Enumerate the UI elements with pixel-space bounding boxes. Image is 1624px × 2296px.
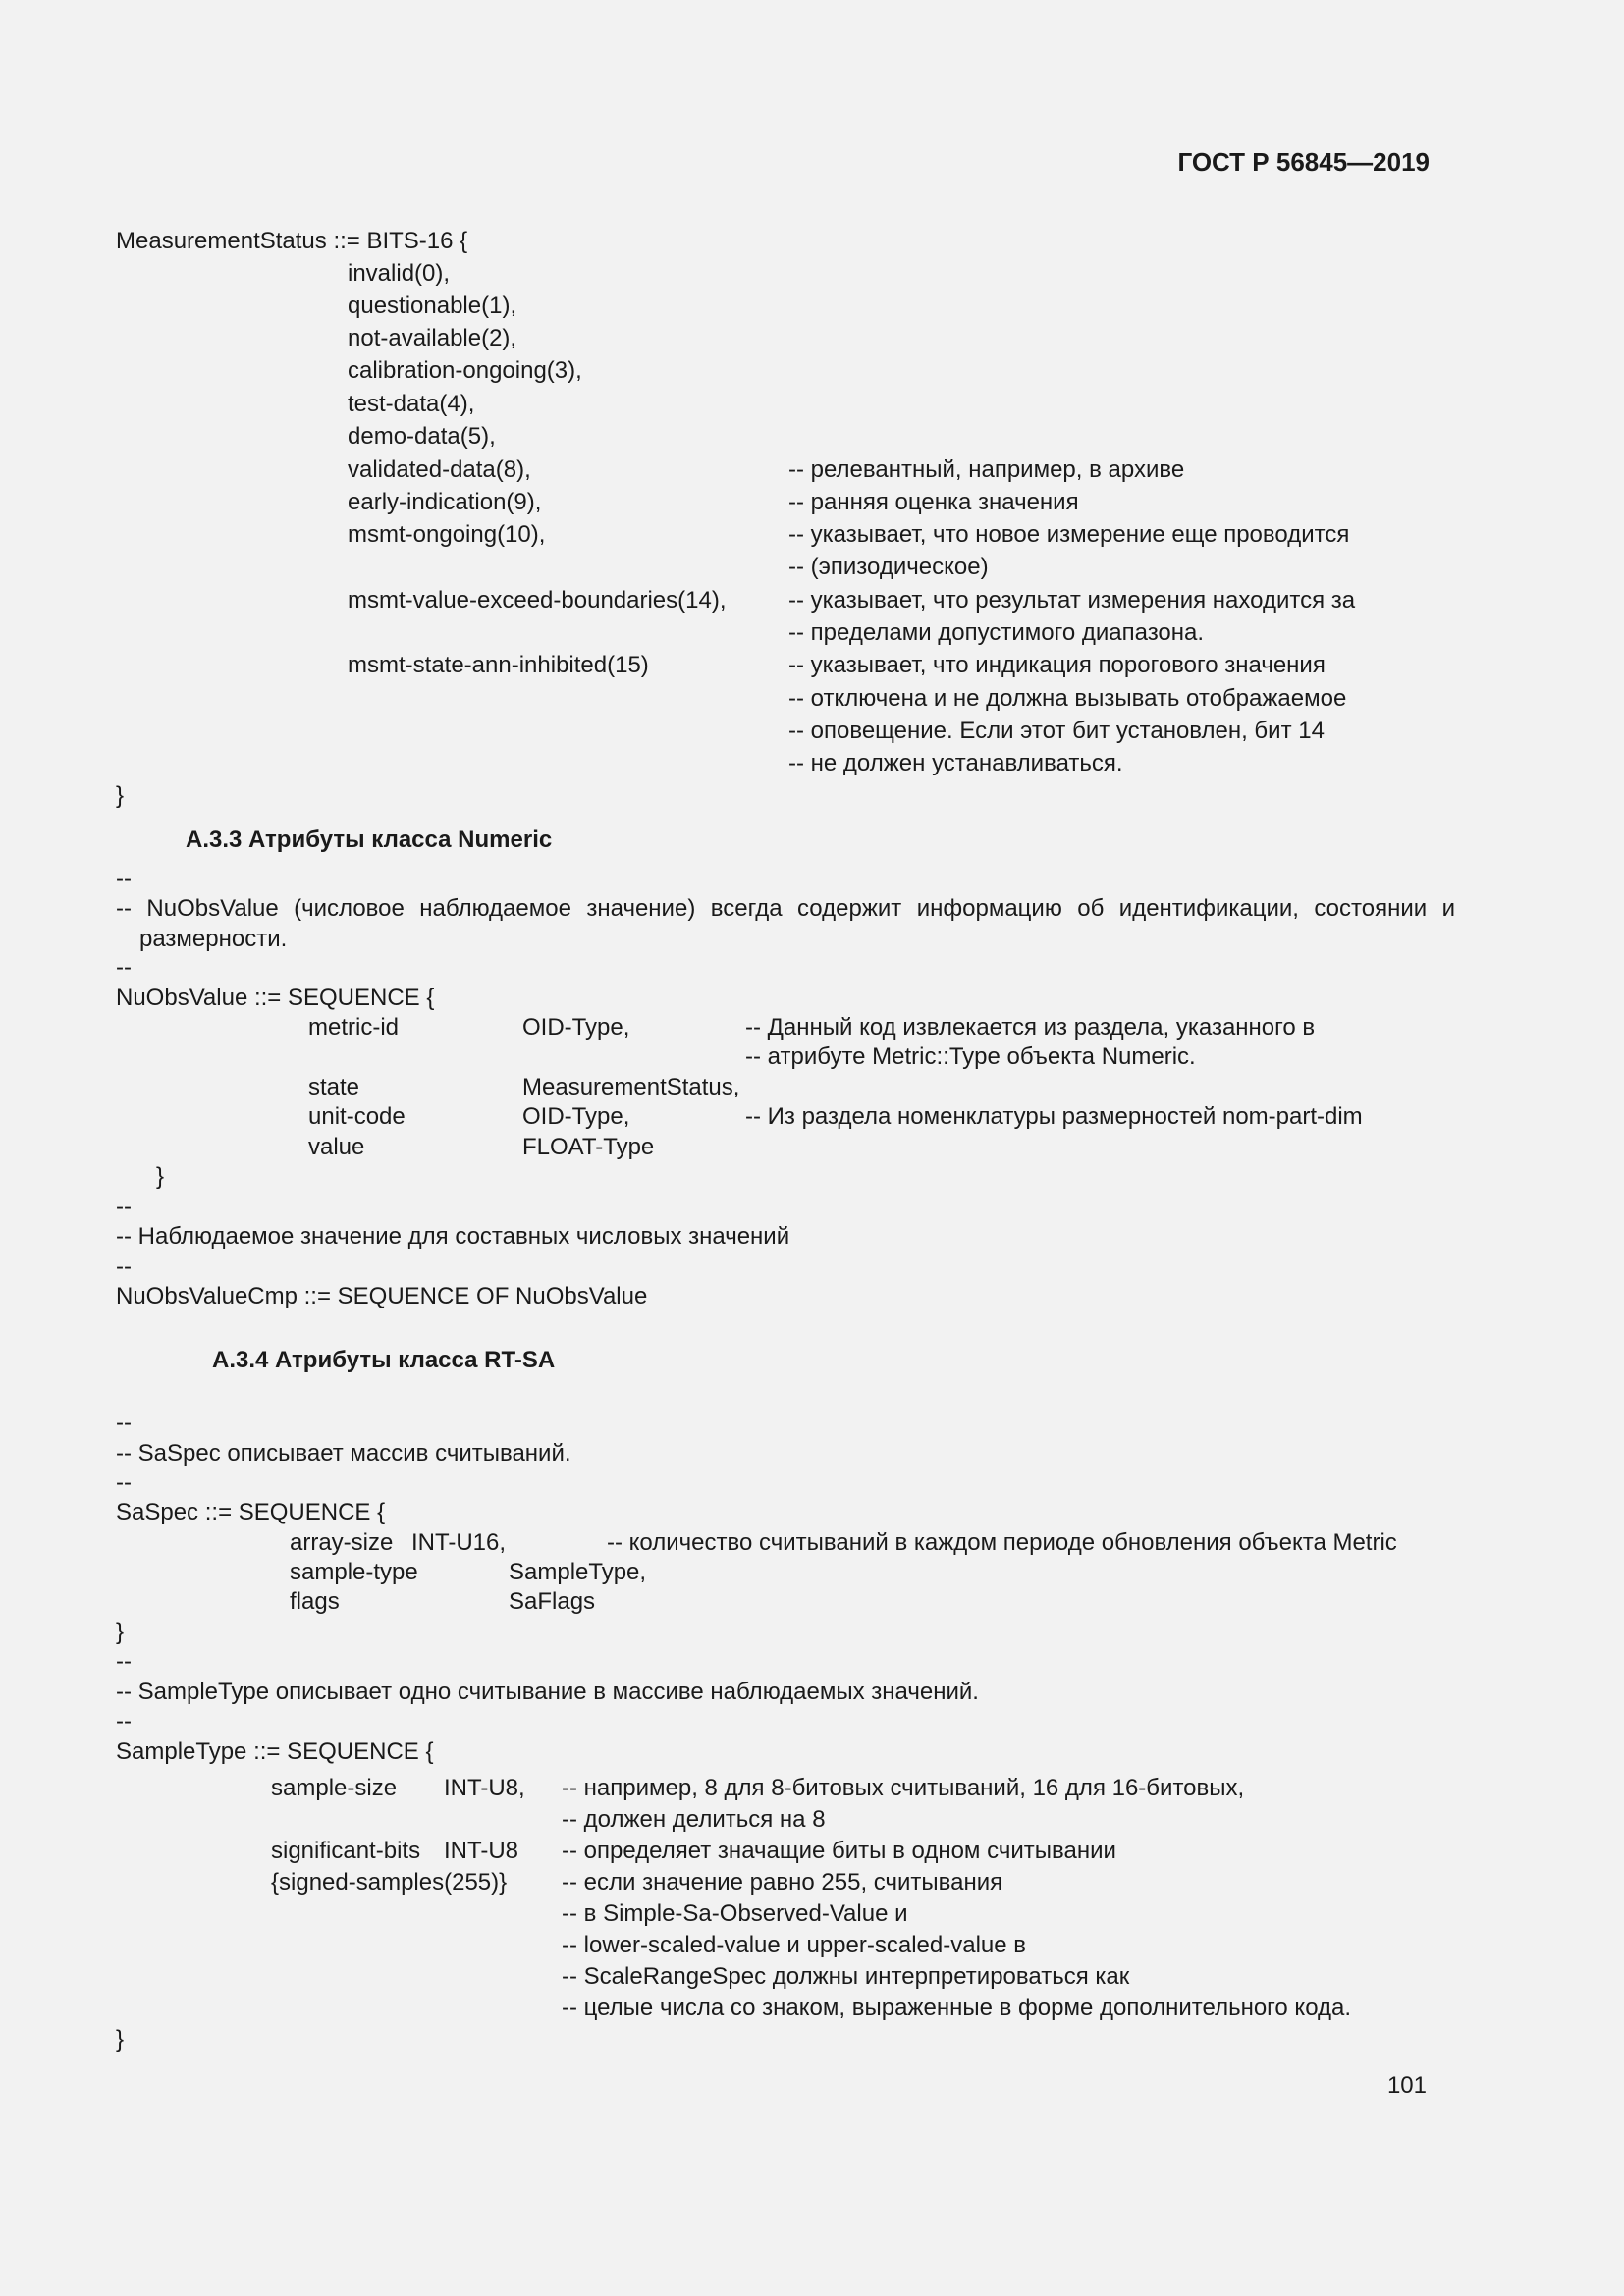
saspec-declaration: SaSpec ::= SEQUENCE {: [116, 1499, 386, 1525]
ms-item: msmt-value-exceed-boundaries(14),: [348, 587, 727, 614]
ms-declaration: MeasurementStatus ::= BITS-16 {: [116, 228, 468, 254]
page-header-title: ГОСТ Р 56845—2019: [1177, 147, 1430, 177]
ms-item: invalid(0),: [348, 260, 451, 287]
nuobsvalue-close-brace: }: [156, 1163, 165, 1190]
field-comment: -- Из раздела номенклатуры размерностей nom-part-dim: [745, 1103, 1363, 1130]
ms-comment: -- указывает, что новое измерение еще проводится: [788, 521, 1350, 548]
sampletype-field-comment: -- должен делиться на 8: [562, 1806, 826, 1833]
sampletype-field-type: INT-U8: [444, 1838, 519, 1864]
ms-item: calibration-ongoing(3),: [348, 357, 582, 384]
sampletype-field-comment: -- например, 8 для 8-битовых считываний, 16 для 16-битовых,: [562, 1775, 1245, 1801]
ms-comment: -- указывает, что результат измерения находится за: [788, 587, 1356, 614]
saspec-field-comment: -- количество считываний в каждом периоде обновления объекта Metric: [607, 1529, 1397, 1556]
nuobsvalue-declaration: NuObsValue ::= SEQUENCE {: [116, 985, 435, 1011]
field-type: MeasurementStatus,: [522, 1074, 740, 1100]
ms-comment: -- указывает, что индикация порогового значения: [788, 652, 1326, 678]
page-number: 101: [1386, 2072, 1427, 2099]
field-comment: -- Данный код извлекается из раздела, указанного в: [745, 1014, 1316, 1041]
comment-dash: --: [116, 1708, 132, 1735]
field-comment: -- атрибуте Metric::Type объекта Numeric.: [745, 1043, 1196, 1070]
sampletype-close-brace: }: [116, 2026, 125, 2053]
comment-dash: --: [116, 1194, 132, 1220]
field-type: OID-Type,: [522, 1103, 630, 1130]
ms-comment: -- оповещение. Если этот бит установлен, бит 14: [788, 718, 1325, 744]
saspec-field-name: array-size: [290, 1529, 394, 1556]
saspec-field-name: sample-type: [290, 1559, 418, 1585]
sampletype-field-type: INT-U8,: [444, 1775, 525, 1801]
sampletype-comment: -- SampleType описывает одно считывание в массиве наблюдаемых значений.: [116, 1679, 979, 1705]
field-name: state: [308, 1074, 360, 1100]
sampletype-field-comment: -- целые числа со знаком, выраженные в форме дополнительного кода.: [562, 1995, 1352, 2021]
nuobsvalue-description: -- NuObsValue (числовое наблюдаемое значение) всегда содержит информацию об идентификации, состоянии и размерности.: [116, 895, 1455, 952]
comment-dash: --: [116, 954, 132, 981]
ms-item: questionable(1),: [348, 293, 517, 319]
cmp-comment: -- Наблюдаемое значение для составных числовых значений: [116, 1223, 790, 1250]
ms-comment: -- пределами допустимого диапазона.: [788, 619, 1205, 646]
ms-comment: -- (эпизодическое): [788, 554, 989, 580]
saspec-field-type: SaFlags: [509, 1588, 596, 1615]
saspec-field-type: SampleType,: [509, 1559, 647, 1585]
ms-comment: -- ранняя оценка значения: [788, 489, 1079, 515]
ms-comment: -- отключена и не должна вызывать отображаемое: [788, 685, 1347, 712]
saspec-comment: -- SaSpec описывает массив считываний.: [116, 1440, 571, 1467]
field-type: FLOAT-Type: [522, 1134, 655, 1160]
saspec-field-name: flags: [290, 1588, 340, 1615]
sampletype-field-comment: -- в Simple-Sa-Observed-Value и: [562, 1900, 908, 1927]
ms-item: early-indication(9),: [348, 489, 542, 515]
sampletype-field-comment: -- ScaleRangeSpec должны интерпретироваться как: [562, 1963, 1130, 1990]
saspec-field-type: INT-U16,: [411, 1529, 507, 1556]
comment-dash: --: [116, 1648, 132, 1675]
ms-item: test-data(4),: [348, 391, 475, 417]
comment-dash: --: [116, 1254, 132, 1280]
ms-comment: -- релевантный, например, в архиве: [788, 456, 1185, 483]
field-type: OID-Type,: [522, 1014, 630, 1041]
section-heading-rtsa: А.3.4 Атрибуты класса RT-SA: [212, 1347, 556, 1373]
sampletype-field-name: {signed-samples(255)}: [271, 1869, 508, 1896]
section-heading-numeric: А.3.3 Атрибуты класса Numeric: [186, 827, 553, 853]
field-name: metric-id: [308, 1014, 400, 1041]
sampletype-field-name: sample-size: [271, 1775, 398, 1801]
sampletype-field-comment: -- определяет значащие биты в одном считывании: [562, 1838, 1116, 1864]
field-name: value: [308, 1134, 365, 1160]
comment-dash: --: [116, 1410, 132, 1436]
sampletype-field-comment: -- если значение равно 255, считывания: [562, 1869, 1003, 1896]
sampletype-declaration: SampleType ::= SEQUENCE {: [116, 1738, 434, 1765]
ms-item: msmt-ongoing(10),: [348, 521, 546, 548]
sampletype-field-name: significant-bits: [271, 1838, 421, 1864]
comment-dash: --: [116, 1469, 132, 1496]
comment-dash: --: [116, 865, 132, 891]
saspec-close-brace: }: [116, 1619, 125, 1645]
ms-item: demo-data(5),: [348, 423, 496, 450]
ms-comment: -- не должен устанавливаться.: [788, 750, 1123, 776]
field-name: unit-code: [308, 1103, 406, 1130]
nuobsvaluecmp-declaration: NuObsValueCmp ::= SEQUENCE OF NuObsValue: [116, 1283, 648, 1309]
ms-item: msmt-state-ann-inhibited(15): [348, 652, 649, 678]
ms-item: not-available(2),: [348, 325, 517, 351]
ms-item: validated-data(8),: [348, 456, 531, 483]
ms-close-brace: }: [116, 782, 125, 809]
sampletype-field-comment: -- lower-scaled-value и upper-scaled-value в: [562, 1932, 1027, 1958]
